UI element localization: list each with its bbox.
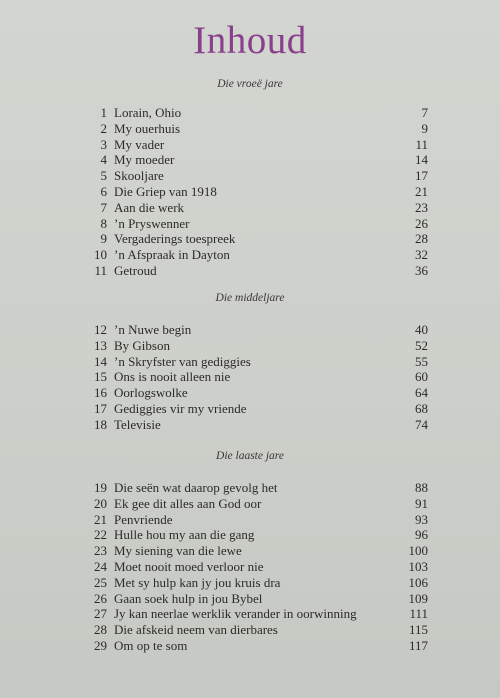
toc-entry bbox=[0, 263, 500, 279]
chapter-title: Om op te som bbox=[114, 638, 188, 653]
chapter-number: 5 bbox=[100, 168, 107, 184]
page-number: 68 bbox=[415, 401, 428, 416]
toc-entry bbox=[0, 417, 500, 433]
chapter-title: Gaan soek hulp in jou Bybel bbox=[114, 590, 263, 606]
toc-entry bbox=[0, 543, 500, 559]
chapter-title: My ouerhuis bbox=[114, 120, 181, 136]
toc-entry bbox=[0, 338, 500, 354]
section-heading: Die laaste jare bbox=[216, 450, 284, 462]
chapter-title: ’n Nuwe begin bbox=[114, 322, 192, 337]
page-number: 55 bbox=[415, 353, 428, 369]
chapter-number: 21 bbox=[94, 511, 107, 527]
toc-entry bbox=[0, 369, 500, 385]
toc-entry bbox=[0, 137, 500, 153]
chapter-title: Vergaderings toespreek bbox=[114, 231, 236, 247]
page-number: 93 bbox=[415, 511, 428, 527]
toc-entry bbox=[0, 184, 500, 200]
chapter-title: My moeder bbox=[114, 152, 175, 168]
chapter-number: 9 bbox=[100, 231, 107, 247]
chapter-title: ’n Afspraak in Dayton bbox=[114, 247, 230, 263]
chapter-number: 16 bbox=[94, 385, 107, 401]
chapter-title: My vader bbox=[114, 136, 165, 152]
chapter-title: Skooljare bbox=[114, 168, 164, 184]
toc-entry bbox=[0, 168, 500, 184]
chapter-title: Lorain, Ohio bbox=[114, 105, 182, 120]
toc-entry bbox=[0, 559, 500, 575]
chapter-number: 1 bbox=[100, 105, 107, 120]
toc-entry bbox=[0, 480, 500, 496]
page-number: 9 bbox=[421, 120, 428, 136]
chapter-number: 2 bbox=[100, 120, 107, 136]
page-number: 36 bbox=[415, 263, 428, 278]
toc-entry bbox=[0, 152, 500, 168]
toc-entry bbox=[0, 527, 500, 543]
chapter-number: 18 bbox=[94, 416, 107, 432]
chapter-number: 26 bbox=[94, 590, 107, 606]
toc-entry bbox=[0, 591, 500, 607]
page-number: 21 bbox=[415, 184, 428, 199]
page-number: 74 bbox=[415, 416, 428, 432]
chapter-number: 27 bbox=[94, 606, 107, 622]
page-number: 26 bbox=[415, 215, 428, 231]
page-title: Inhoud bbox=[193, 19, 307, 62]
chapter-title: Oorlogswolke bbox=[114, 385, 188, 401]
chapter-number: 6 bbox=[100, 184, 107, 199]
chapter-number: 28 bbox=[94, 622, 107, 638]
chapter-number: 11 bbox=[94, 263, 107, 278]
page-number: 115 bbox=[408, 622, 428, 638]
page-number: 28 bbox=[415, 231, 428, 247]
chapter-number: 22 bbox=[94, 527, 107, 543]
page-number: 52 bbox=[415, 337, 428, 353]
chapter-title: Jy kan neerlae werklik verander in oorwinning bbox=[114, 606, 357, 622]
toc-entry bbox=[0, 622, 500, 638]
chapter-title: ’n Skryfster van gediggies bbox=[114, 353, 251, 369]
toc-entry bbox=[0, 247, 500, 263]
chapter-number: 19 bbox=[94, 480, 107, 495]
chapter-number: 7 bbox=[100, 199, 107, 215]
page-number: 100 bbox=[408, 543, 428, 559]
chapter-title: My siening van die lewe bbox=[114, 543, 242, 559]
toc-entry bbox=[0, 216, 500, 232]
chapter-number: 8 bbox=[100, 215, 107, 231]
page-number: 91 bbox=[415, 495, 428, 511]
toc-entry bbox=[0, 496, 500, 512]
toc-entry bbox=[0, 575, 500, 591]
chapter-number: 17 bbox=[94, 401, 107, 416]
page-number: 103 bbox=[408, 559, 428, 574]
page-number: 14 bbox=[415, 152, 428, 168]
toc-entry bbox=[0, 322, 500, 338]
toc-entry bbox=[0, 200, 500, 216]
page-number: 64 bbox=[415, 385, 428, 401]
toc-entry bbox=[0, 401, 500, 417]
page-number: 60 bbox=[415, 369, 428, 385]
chapter-number: 4 bbox=[100, 152, 107, 168]
toc-entry bbox=[0, 606, 500, 622]
toc-entry bbox=[0, 231, 500, 247]
toc-entry bbox=[0, 638, 500, 654]
chapter-title: Aan die werk bbox=[114, 199, 185, 215]
chapter-title: Met sy hulp kan jy jou kruis dra bbox=[114, 574, 281, 590]
page-number: 40 bbox=[415, 322, 428, 337]
chapter-title: Die afskeid neem van dierbares bbox=[114, 622, 278, 638]
chapter-title: By Gibson bbox=[114, 337, 170, 353]
page-number: 88 bbox=[415, 480, 428, 495]
chapter-title: ’n Pryswenner bbox=[114, 215, 190, 231]
chapter-number: 3 bbox=[100, 136, 107, 152]
page-number: 96 bbox=[415, 527, 428, 543]
chapter-title: Gediggies vir my vriende bbox=[114, 401, 247, 416]
toc-entry bbox=[0, 354, 500, 370]
page-number: 117 bbox=[408, 638, 428, 653]
page-number: 106 bbox=[408, 574, 428, 590]
chapter-number: 15 bbox=[94, 369, 107, 385]
chapter-title: Penvriende bbox=[114, 511, 173, 527]
chapter-number: 13 bbox=[94, 337, 107, 353]
page-number: 7 bbox=[421, 105, 428, 120]
page-number: 11 bbox=[415, 136, 428, 152]
chapter-title: Ons is nooit alleen nie bbox=[114, 369, 231, 385]
toc-entry bbox=[0, 121, 500, 137]
toc-entry bbox=[0, 385, 500, 401]
chapter-number: 23 bbox=[94, 543, 107, 559]
chapter-title: Die Griep van 1918 bbox=[114, 184, 217, 199]
toc-entry bbox=[0, 512, 500, 528]
chapter-number: 24 bbox=[94, 559, 107, 574]
chapter-number: 12 bbox=[94, 322, 107, 337]
toc-entry bbox=[0, 105, 500, 121]
page-number: 23 bbox=[415, 199, 428, 215]
chapter-title: Hulle hou my aan die gang bbox=[114, 527, 255, 543]
chapter-number: 14 bbox=[94, 353, 107, 369]
chapter-title: Getroud bbox=[114, 263, 157, 278]
section-heading: Die vroeë jare bbox=[217, 78, 283, 90]
chapter-number: 10 bbox=[94, 247, 107, 263]
chapter-title: Ek gee dit alles aan God oor bbox=[114, 495, 262, 511]
chapter-number: 20 bbox=[94, 495, 107, 511]
chapter-number: 29 bbox=[94, 638, 107, 653]
chapter-title: Televisie bbox=[114, 416, 161, 432]
page-number: 32 bbox=[415, 247, 428, 263]
chapter-title: Die seën wat daarop gevolg het bbox=[114, 480, 278, 495]
chapter-title: Moet nooit moed verloor nie bbox=[114, 559, 264, 574]
page-number: 17 bbox=[415, 168, 428, 184]
chapter-number: 25 bbox=[94, 574, 107, 590]
page-number: 111 bbox=[409, 606, 428, 622]
page-number: 109 bbox=[408, 590, 428, 606]
section-heading: Die middeljare bbox=[215, 292, 285, 304]
